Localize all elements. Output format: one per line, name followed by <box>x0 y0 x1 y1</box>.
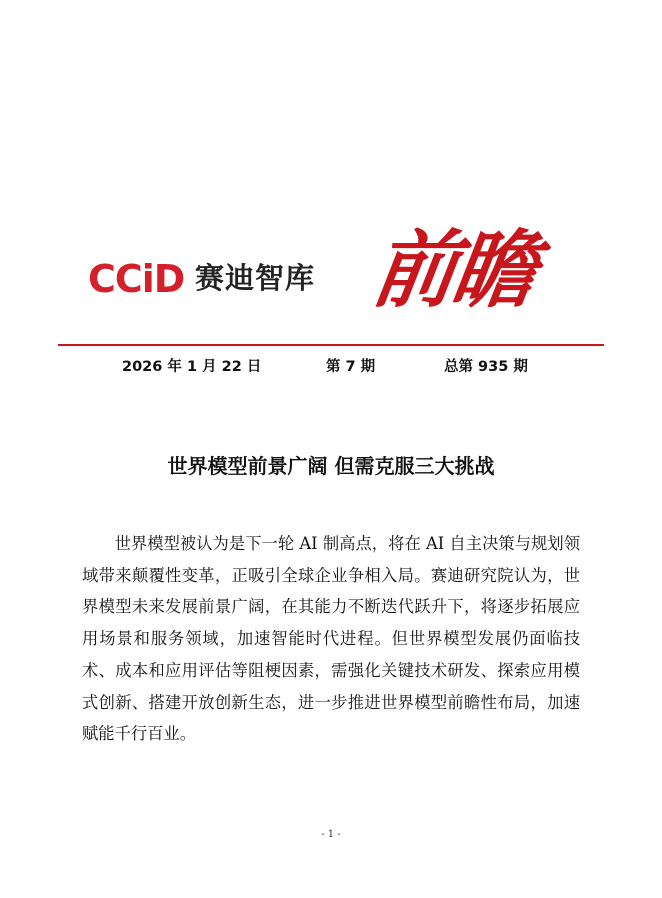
issue-info-bar <box>0 353 662 377</box>
article-title: 世界模型前景广阔 但需克服三大挑战 <box>167 454 495 478</box>
page-number: - 1 - <box>321 829 341 840</box>
masthead-divider <box>58 344 604 346</box>
masthead <box>88 222 568 332</box>
ccid-think-tank-name: 赛迪智库 <box>195 261 316 295</box>
issue-number: 第 7 期 <box>326 359 376 375</box>
ccid-logo: CCiD <box>88 257 185 301</box>
issue-date: 2026 年 1 月 22 日 <box>122 359 262 375</box>
article-body: 世界模型被认为是下一轮 AI 制高点，将在 AI 自主决策与规划领域带来颠覆性变革，正吸引全球企业争相入局。赛迪研究院认为，世界模型未来发展前景广阔，在其能力不断迭代跃升下，将逐步拓展应用场景和服务领域，加速智能时代进程。但世界模型发展仍面临技术、成本和应用评估等阻梗因素，需强化关键技术研发、探索应用模式创新、搭建开放创新生态，进一步推进世界模型前瞻性布局，加速赋能千行百业。 <box>82 534 580 744</box>
qianzhan-calligraphy-logo: 前瞻 <box>366 220 541 319</box>
issue-total-number: 总第 935 期 <box>444 359 528 375</box>
